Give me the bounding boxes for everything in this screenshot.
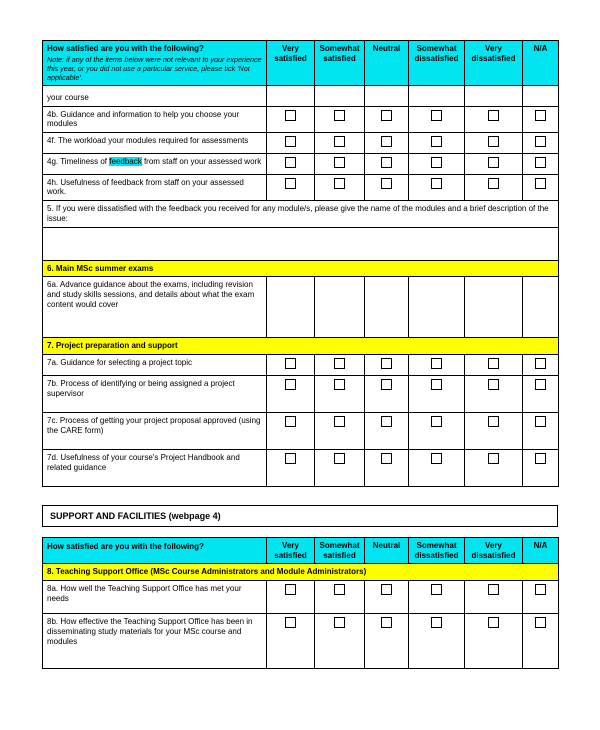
- satisfaction-table-1: [42, 40, 559, 487]
- checkbox-very-dissatisfied[interactable]: [488, 178, 499, 189]
- table2-header-title: How satisfied are you with the following?: [43, 537, 267, 564]
- checkbox-somewhat-satisfied[interactable]: [334, 178, 345, 189]
- checkbox-cell[interactable]: [267, 614, 315, 669]
- table-header-title: [43, 41, 267, 86]
- checkbox-neutral[interactable]: [381, 453, 392, 464]
- checkbox-cell[interactable]: [465, 85, 523, 106]
- checkbox-cell[interactable]: [465, 106, 523, 133]
- checkbox-cell[interactable]: [465, 133, 523, 154]
- checkbox-very-dissatisfied[interactable]: [488, 379, 499, 390]
- checkbox-cell[interactable]: [267, 106, 315, 133]
- checkbox-cell[interactable]: [365, 355, 409, 376]
- checkbox-somewhat-dissatisfied[interactable]: [431, 379, 442, 390]
- checkbox-cell[interactable]: [267, 133, 315, 154]
- checkbox-na[interactable]: [535, 110, 546, 121]
- checkbox-very-satisfied[interactable]: [285, 178, 296, 189]
- checkbox-cell[interactable]: [465, 174, 523, 201]
- question-text-partial: your course: [43, 85, 267, 106]
- section-7-heading: 7. Project preparation and support: [43, 338, 559, 355]
- checkbox-cell[interactable]: [465, 581, 523, 614]
- checkbox-na[interactable]: [535, 358, 546, 369]
- satisfaction-table-2: [42, 537, 559, 669]
- checkbox-very-dissatisfied[interactable]: [488, 110, 499, 121]
- checkbox-cell[interactable]: [523, 106, 559, 133]
- question-text-8b: [43, 614, 267, 669]
- checkbox-cell[interactable]: [409, 581, 465, 614]
- header-title-text: How satisfied are you with the following?: [47, 44, 204, 53]
- checkbox-cell[interactable]: [365, 614, 409, 669]
- table-row: [43, 614, 559, 669]
- scale-col-somewhat-dissatisfied: Somewhat dissatisfied: [409, 537, 465, 564]
- checkbox-somewhat-dissatisfied[interactable]: [431, 584, 442, 595]
- checkbox-na[interactable]: [535, 157, 546, 168]
- table-row: [43, 375, 559, 412]
- checkbox-neutral[interactable]: [381, 136, 392, 147]
- question-number: 6a.: [47, 280, 59, 290]
- checkbox-very-dissatisfied[interactable]: [488, 416, 499, 427]
- question-text-4h: [43, 174, 267, 201]
- checkbox-cell[interactable]: [409, 106, 465, 133]
- checkbox-cell[interactable]: [315, 133, 365, 154]
- checkbox-cell[interactable]: [465, 277, 523, 338]
- checkbox-cell[interactable]: [523, 277, 559, 338]
- question-5-row: [43, 201, 559, 228]
- checkbox-cell[interactable]: [409, 277, 465, 338]
- checkbox-cell[interactable]: [365, 85, 409, 106]
- checkbox-na[interactable]: [535, 617, 546, 628]
- section-7-row: [43, 338, 559, 355]
- table-row: [43, 449, 559, 486]
- question-number: 4h.: [47, 177, 59, 187]
- checkbox-very-satisfied[interactable]: [285, 136, 296, 147]
- checkbox-cell[interactable]: [409, 614, 465, 669]
- scale-col-very-satisfied: Very satisfied: [267, 41, 315, 86]
- question-text-8a: [43, 581, 267, 614]
- question-number: 8a.: [47, 584, 59, 593]
- checkbox-very-dissatisfied[interactable]: [488, 358, 499, 369]
- checkbox-somewhat-satisfied[interactable]: [334, 453, 345, 464]
- checkbox-cell[interactable]: [523, 375, 559, 412]
- question-number: 4f.: [47, 136, 56, 145]
- question-text-7a: [43, 355, 267, 376]
- checkbox-neutral[interactable]: [381, 178, 392, 189]
- checkbox-cell[interactable]: [365, 375, 409, 412]
- checkbox-cell[interactable]: [315, 153, 365, 174]
- checkbox-neutral[interactable]: [381, 358, 392, 369]
- question-number: 8b.: [47, 617, 59, 626]
- checkbox-cell[interactable]: [409, 449, 465, 486]
- checkbox-cell[interactable]: [523, 412, 559, 449]
- question-text-7b: [43, 375, 267, 412]
- question-label: Usefulness of feedback from staff on your assessed work.: [47, 177, 244, 197]
- checkbox-cell[interactable]: [523, 174, 559, 201]
- section-8-heading: 8. Teaching Support Office (MSc Course Administrators and Module Administrators): [43, 564, 559, 581]
- checkbox-very-dissatisfied[interactable]: [488, 584, 499, 595]
- scale-col-very-dissatisfied: Very dissatisfied: [465, 537, 523, 564]
- table-row: [43, 106, 559, 133]
- checkbox-cell[interactable]: [267, 153, 315, 174]
- checkbox-cell[interactable]: [315, 449, 365, 486]
- question-label: Process of identifying or being assigned a project supervisor: [47, 378, 235, 398]
- question-text-4g: 4g. Timeliness of feedback from staff on your assessed work: [43, 153, 267, 174]
- checkbox-somewhat-satisfied[interactable]: [334, 617, 345, 628]
- scale-col-very-dissatisfied: Very dissatisfied: [465, 41, 523, 86]
- checkbox-cell[interactable]: [365, 133, 409, 154]
- checkbox-cell[interactable]: [315, 277, 365, 338]
- checkbox-somewhat-dissatisfied[interactable]: [431, 453, 442, 464]
- checkbox-cell[interactable]: [523, 133, 559, 154]
- section-6-row: [43, 260, 559, 277]
- scale-col-na: N/A: [523, 537, 559, 564]
- checkbox-very-satisfied[interactable]: [285, 379, 296, 390]
- checkbox-somewhat-dissatisfied[interactable]: [431, 110, 442, 121]
- checkbox-cell[interactable]: [465, 412, 523, 449]
- question-text-6a: [43, 277, 267, 338]
- section-8-row: [43, 564, 559, 581]
- section-6-heading: 6. Main MSc summer exams: [43, 260, 559, 277]
- checkbox-very-dissatisfied[interactable]: [488, 617, 499, 628]
- checkbox-cell[interactable]: [409, 375, 465, 412]
- checkbox-cell[interactable]: [365, 581, 409, 614]
- checkbox-na[interactable]: [535, 178, 546, 189]
- checkbox-cell[interactable]: [315, 355, 365, 376]
- checkbox-cell[interactable]: [523, 581, 559, 614]
- checkbox-cell[interactable]: [465, 375, 523, 412]
- checkbox-cell[interactable]: [267, 412, 315, 449]
- checkbox-cell[interactable]: [465, 449, 523, 486]
- checkbox-na[interactable]: [535, 379, 546, 390]
- checkbox-cell[interactable]: [267, 85, 315, 106]
- question-label: Process of getting your project proposal approved (using the CARE form): [47, 415, 261, 435]
- checkbox-very-satisfied[interactable]: [285, 617, 296, 628]
- checkbox-cell[interactable]: [365, 153, 409, 174]
- question-number: 7a.: [47, 358, 59, 367]
- header-note-text: Note: if any of the items below were not relevant to your experience this year, or you did not use a particular service, please tick 'Not applicable'.: [47, 54, 262, 82]
- checkbox-cell[interactable]: [409, 174, 465, 201]
- checkbox-somewhat-dissatisfied[interactable]: [431, 617, 442, 628]
- checkbox-very-satisfied[interactable]: [285, 110, 296, 121]
- checkbox-cell[interactable]: [465, 153, 523, 174]
- checkbox-somewhat-dissatisfied[interactable]: [431, 157, 442, 168]
- checkbox-somewhat-dissatisfied[interactable]: [431, 178, 442, 189]
- question-text-4f: [43, 133, 267, 154]
- checkbox-very-satisfied[interactable]: [285, 453, 296, 464]
- checkbox-cell[interactable]: [315, 581, 365, 614]
- checkbox-na[interactable]: [535, 453, 546, 464]
- checkbox-somewhat-satisfied[interactable]: [334, 584, 345, 595]
- table-row: [43, 133, 559, 154]
- scale-col-somewhat-satisfied: Somewhat satisfied: [315, 41, 365, 86]
- checkbox-very-dissatisfied[interactable]: [488, 453, 499, 464]
- checkbox-cell[interactable]: [465, 614, 523, 669]
- checkbox-cell[interactable]: [523, 355, 559, 376]
- question-label: How well the Teaching Support Office has met your needs: [47, 584, 242, 603]
- checkbox-cell[interactable]: [365, 412, 409, 449]
- scale-col-neutral: Neutral: [365, 537, 409, 564]
- checkbox-somewhat-satisfied[interactable]: [334, 110, 345, 121]
- scale-col-somewhat-satisfied: Somewhat satisfied: [315, 537, 365, 564]
- checkbox-cell[interactable]: [267, 581, 315, 614]
- checkbox-cell[interactable]: [523, 153, 559, 174]
- table-row: [43, 277, 559, 338]
- question-label: How effective the Teaching Support Office has been in disseminating study materials for your MSc course and modules: [47, 617, 253, 646]
- checkbox-cell[interactable]: [523, 449, 559, 486]
- checkbox-neutral[interactable]: [381, 416, 392, 427]
- question-number: 4b.: [47, 109, 59, 119]
- scale-col-somewhat-dissatisfied: Somewhat dissatisfied: [409, 41, 465, 86]
- checkbox-neutral[interactable]: [381, 584, 392, 595]
- question-label: The workload your modules required for assessments: [57, 136, 249, 145]
- checkbox-cell[interactable]: [409, 85, 465, 106]
- checkbox-somewhat-dissatisfied[interactable]: [431, 136, 442, 147]
- checkbox-cell[interactable]: [267, 355, 315, 376]
- checkbox-cell[interactable]: [315, 375, 365, 412]
- checkbox-na[interactable]: [535, 136, 546, 147]
- checkbox-somewhat-dissatisfied[interactable]: [431, 358, 442, 369]
- checkbox-neutral[interactable]: [381, 617, 392, 628]
- checkbox-na[interactable]: [535, 584, 546, 595]
- table-row: [43, 153, 559, 174]
- question-number: 4g.: [47, 156, 59, 166]
- checkbox-neutral[interactable]: [381, 157, 392, 168]
- checkbox-cell[interactable]: [365, 449, 409, 486]
- question-label: Usefulness of your course's Project Handbook and related guidance: [47, 452, 240, 472]
- checkbox-cell[interactable]: [315, 412, 365, 449]
- question-number: 7c.: [47, 415, 58, 425]
- question-5-answer-row: [43, 227, 559, 260]
- checkbox-somewhat-satisfied[interactable]: [334, 157, 345, 168]
- checkbox-cell[interactable]: [315, 174, 365, 201]
- checkbox-cell[interactable]: [523, 614, 559, 669]
- table2-header-row: [43, 537, 559, 564]
- checkbox-somewhat-satisfied[interactable]: [334, 136, 345, 147]
- checkbox-somewhat-dissatisfied[interactable]: [431, 416, 442, 427]
- question-5-answer-area[interactable]: [43, 227, 559, 260]
- checkbox-cell[interactable]: [315, 85, 365, 106]
- question-text-4b: [43, 106, 267, 133]
- question-text-7d: [43, 449, 267, 486]
- checkbox-very-satisfied[interactable]: [285, 584, 296, 595]
- checkbox-somewhat-satisfied[interactable]: [334, 416, 345, 427]
- checkbox-neutral[interactable]: [381, 110, 392, 121]
- checkbox-cell[interactable]: [523, 85, 559, 106]
- question-number: 7d.: [47, 452, 59, 462]
- checkbox-cell[interactable]: [409, 355, 465, 376]
- scale-col-na: N/A: [523, 41, 559, 86]
- checkbox-cell[interactable]: [315, 614, 365, 669]
- question-number: 7b.: [47, 378, 59, 388]
- checkbox-very-dissatisfied[interactable]: [488, 157, 499, 168]
- table-header-row: [43, 41, 559, 86]
- checkbox-cell[interactable]: [267, 375, 315, 412]
- table-row: [43, 412, 559, 449]
- checkbox-cell[interactable]: [365, 106, 409, 133]
- checkbox-somewhat-satisfied[interactable]: [334, 379, 345, 390]
- checkbox-cell[interactable]: [409, 412, 465, 449]
- checkbox-cell[interactable]: [365, 174, 409, 201]
- checkbox-very-satisfied[interactable]: [285, 358, 296, 369]
- question-text-7c: [43, 412, 267, 449]
- question-label: Guidance and information to help you choose your modules: [47, 109, 240, 129]
- question-label: Advance guidance about the exams, including revision and study skills sessions, and details about what the exam content would cover: [47, 280, 255, 309]
- scale-col-neutral: Neutral: [365, 41, 409, 86]
- question-label: Guidance for selecting a project topic: [60, 358, 192, 367]
- highlighted-term: feedback: [109, 156, 142, 166]
- question-5-text: 5. If you were dissatisfied with the feedback you received for any module/s, please give the name of the modules and a brief description of the issue:: [43, 201, 559, 228]
- checkbox-very-satisfied[interactable]: [285, 416, 296, 427]
- scale-col-very-satisfied: Very satisfied: [267, 537, 315, 564]
- checkbox-cell[interactable]: [267, 277, 315, 338]
- checkbox-cell[interactable]: [409, 153, 465, 174]
- checkbox-cell[interactable]: [267, 449, 315, 486]
- table-row: [43, 174, 559, 201]
- checkbox-very-dissatisfied[interactable]: [488, 136, 499, 147]
- checkbox-cell[interactable]: [315, 106, 365, 133]
- table-row: [43, 355, 559, 376]
- checkbox-somewhat-satisfied[interactable]: [334, 358, 345, 369]
- checkbox-cell[interactable]: [465, 355, 523, 376]
- table-row: [43, 581, 559, 614]
- checkbox-cell[interactable]: [409, 133, 465, 154]
- table-row-partial: [43, 85, 559, 106]
- section-band-support-facilities: SUPPORT AND FACILITIES (webpage 4): [42, 505, 558, 527]
- checkbox-cell[interactable]: [365, 277, 409, 338]
- checkbox-neutral[interactable]: [381, 379, 392, 390]
- checkbox-very-satisfied[interactable]: [285, 157, 296, 168]
- checkbox-na[interactable]: [535, 416, 546, 427]
- checkbox-cell[interactable]: [267, 174, 315, 201]
